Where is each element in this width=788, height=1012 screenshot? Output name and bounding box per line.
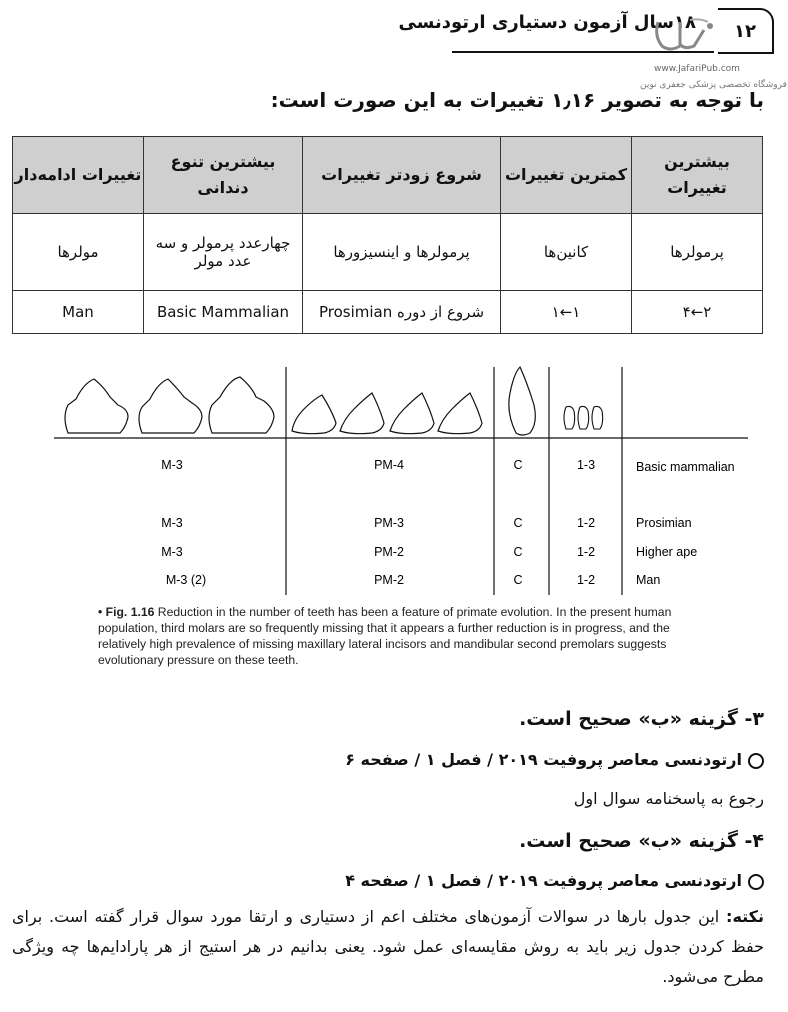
table-header-cell: بیشترین تغییرات <box>632 137 763 214</box>
running-title: ۱۸سال آزمون دستیاری ارتودنسی <box>398 12 696 33</box>
fig-canine-value: C <box>513 545 523 559</box>
answer-3-option: ۳- گزینه «ب» صحیح است. <box>519 708 764 730</box>
answer-3-reference-text: ارتودنسی معاصر پروفیت ۲۰۱۹ / فصل ۱ / صفحه ۶ <box>345 750 742 769</box>
premolar-tooth <box>390 393 434 434</box>
table-cell: ۲←۴ <box>632 291 763 334</box>
logo-url: www.JafariPub.com <box>654 64 740 74</box>
fig-incisor-value: 1-2 <box>576 545 596 559</box>
fig-premolar-value: PM-3 <box>374 516 404 530</box>
figure-caption <box>98 604 698 668</box>
fig-molar-value: M-3 <box>161 545 183 559</box>
table-header-cell: تغییرات ادامه‌دار <box>13 137 144 214</box>
table-header-cell: بیشترین تنوع دندانی <box>144 137 303 214</box>
figure-caption-label: • Fig. 1.16 <box>98 605 155 619</box>
table-header-cell: شروع زودتر تغییرات <box>303 137 501 214</box>
intro-text: با توجه به تصویر ۱٫۱۶ تغییرات به این صورت است: <box>270 88 764 112</box>
table-cell: شروع از دوره Prosimian <box>303 291 501 334</box>
fig-row-label: Prosimian <box>636 516 692 530</box>
premolar-tooth <box>292 395 336 434</box>
page-number: ۱۲ <box>718 8 774 54</box>
fig-row-label: Man <box>636 573 661 587</box>
fig-incisor-value: 1-3 <box>576 458 596 472</box>
teeth-figure <box>54 365 748 605</box>
fig-premolar-value: PM-2 <box>374 573 404 587</box>
fig-canine-value: C <box>513 573 523 587</box>
table-cell: پرمولرها <box>632 214 763 291</box>
molar-tooth <box>65 379 128 433</box>
table-header-cell: کمترین تغییرات <box>501 137 632 214</box>
figure-caption-text: Reduction in the number of teeth has been a feature of primate evolution. In the present human population, third molars are so frequently missing that it appears a further reduction is in progress, and the relatively high prevalence of missing maxillary lateral incisors and mandibular second premolars suggests evolutionary pressure on these teeth. <box>98 605 672 667</box>
premolar-tooth <box>340 393 384 434</box>
table-header-row <box>13 137 763 214</box>
table-row <box>13 291 763 334</box>
table-cell: مولرها <box>13 214 144 291</box>
reference-bullet-icon <box>748 874 764 890</box>
table-cell: Basic Mammalian <box>144 291 303 334</box>
fig-molar-value: M-3 <box>161 516 183 530</box>
comparison-table <box>12 136 763 334</box>
fig-row-label: Basic mammalian <box>636 460 735 474</box>
answer-3-text: رجوع به پاسخنامه سوال اول <box>573 789 764 808</box>
fig-row-label: Higher ape <box>636 545 698 559</box>
note-paragraph <box>12 902 764 992</box>
fig-incisor-value: 1-2 <box>576 516 596 530</box>
canine-tooth <box>509 367 535 435</box>
incisor-teeth <box>564 407 603 430</box>
fig-premolar-value: PM-2 <box>374 545 404 559</box>
fig-incisor-value: 1-2 <box>576 573 596 587</box>
table-cell: ۱←۱ <box>501 291 632 334</box>
fig-canine-value: C <box>513 516 523 530</box>
logo-subtitle: فروشگاه تخصصی پزشکی جعفری نوین <box>640 80 787 90</box>
reference-bullet-icon <box>748 753 764 769</box>
publisher-logo <box>650 16 720 56</box>
molar-tooth <box>139 379 202 433</box>
table-cell: پرمولرها و اینسیزورها <box>303 214 501 291</box>
table-row <box>13 214 763 291</box>
note-label: نکته: <box>726 907 764 926</box>
note-text: این جدول بارها در سوالات آزمون‌های مختلف اعم از دستیاری و ارتقا مورد سوال قرار گفته است. برای حفظ کردن جدول زیر باید به روش مقایسه‌ای عمل شود. یعنی بدانیم در هر استیج از هر پارادایم‌ها چه ویژگی مطرح می‌شود. <box>12 907 764 986</box>
molar-tooth <box>209 377 274 433</box>
table-cell: کانین‌ها <box>501 214 632 291</box>
fig-molar-value: M-3 (2) <box>165 573 207 587</box>
fig-canine-value: C <box>513 458 523 472</box>
answer-4-option: ۴- گزینه «ب» صحیح است. <box>519 830 764 852</box>
fig-molar-value: M-3 <box>161 458 183 472</box>
fig-premolar-value: PM-4 <box>374 458 404 472</box>
table-cell: چهارعدد پرمولر و سه عدد مولر <box>144 214 303 291</box>
answer-4-reference <box>345 871 764 890</box>
answer-3-reference <box>345 750 764 769</box>
answer-4-reference-text: ارتودنسی معاصر پروفیت ۲۰۱۹ / فصل ۱ / صفحه ۴ <box>345 871 742 890</box>
table-cell: Man <box>13 291 144 334</box>
premolar-tooth <box>438 393 482 434</box>
